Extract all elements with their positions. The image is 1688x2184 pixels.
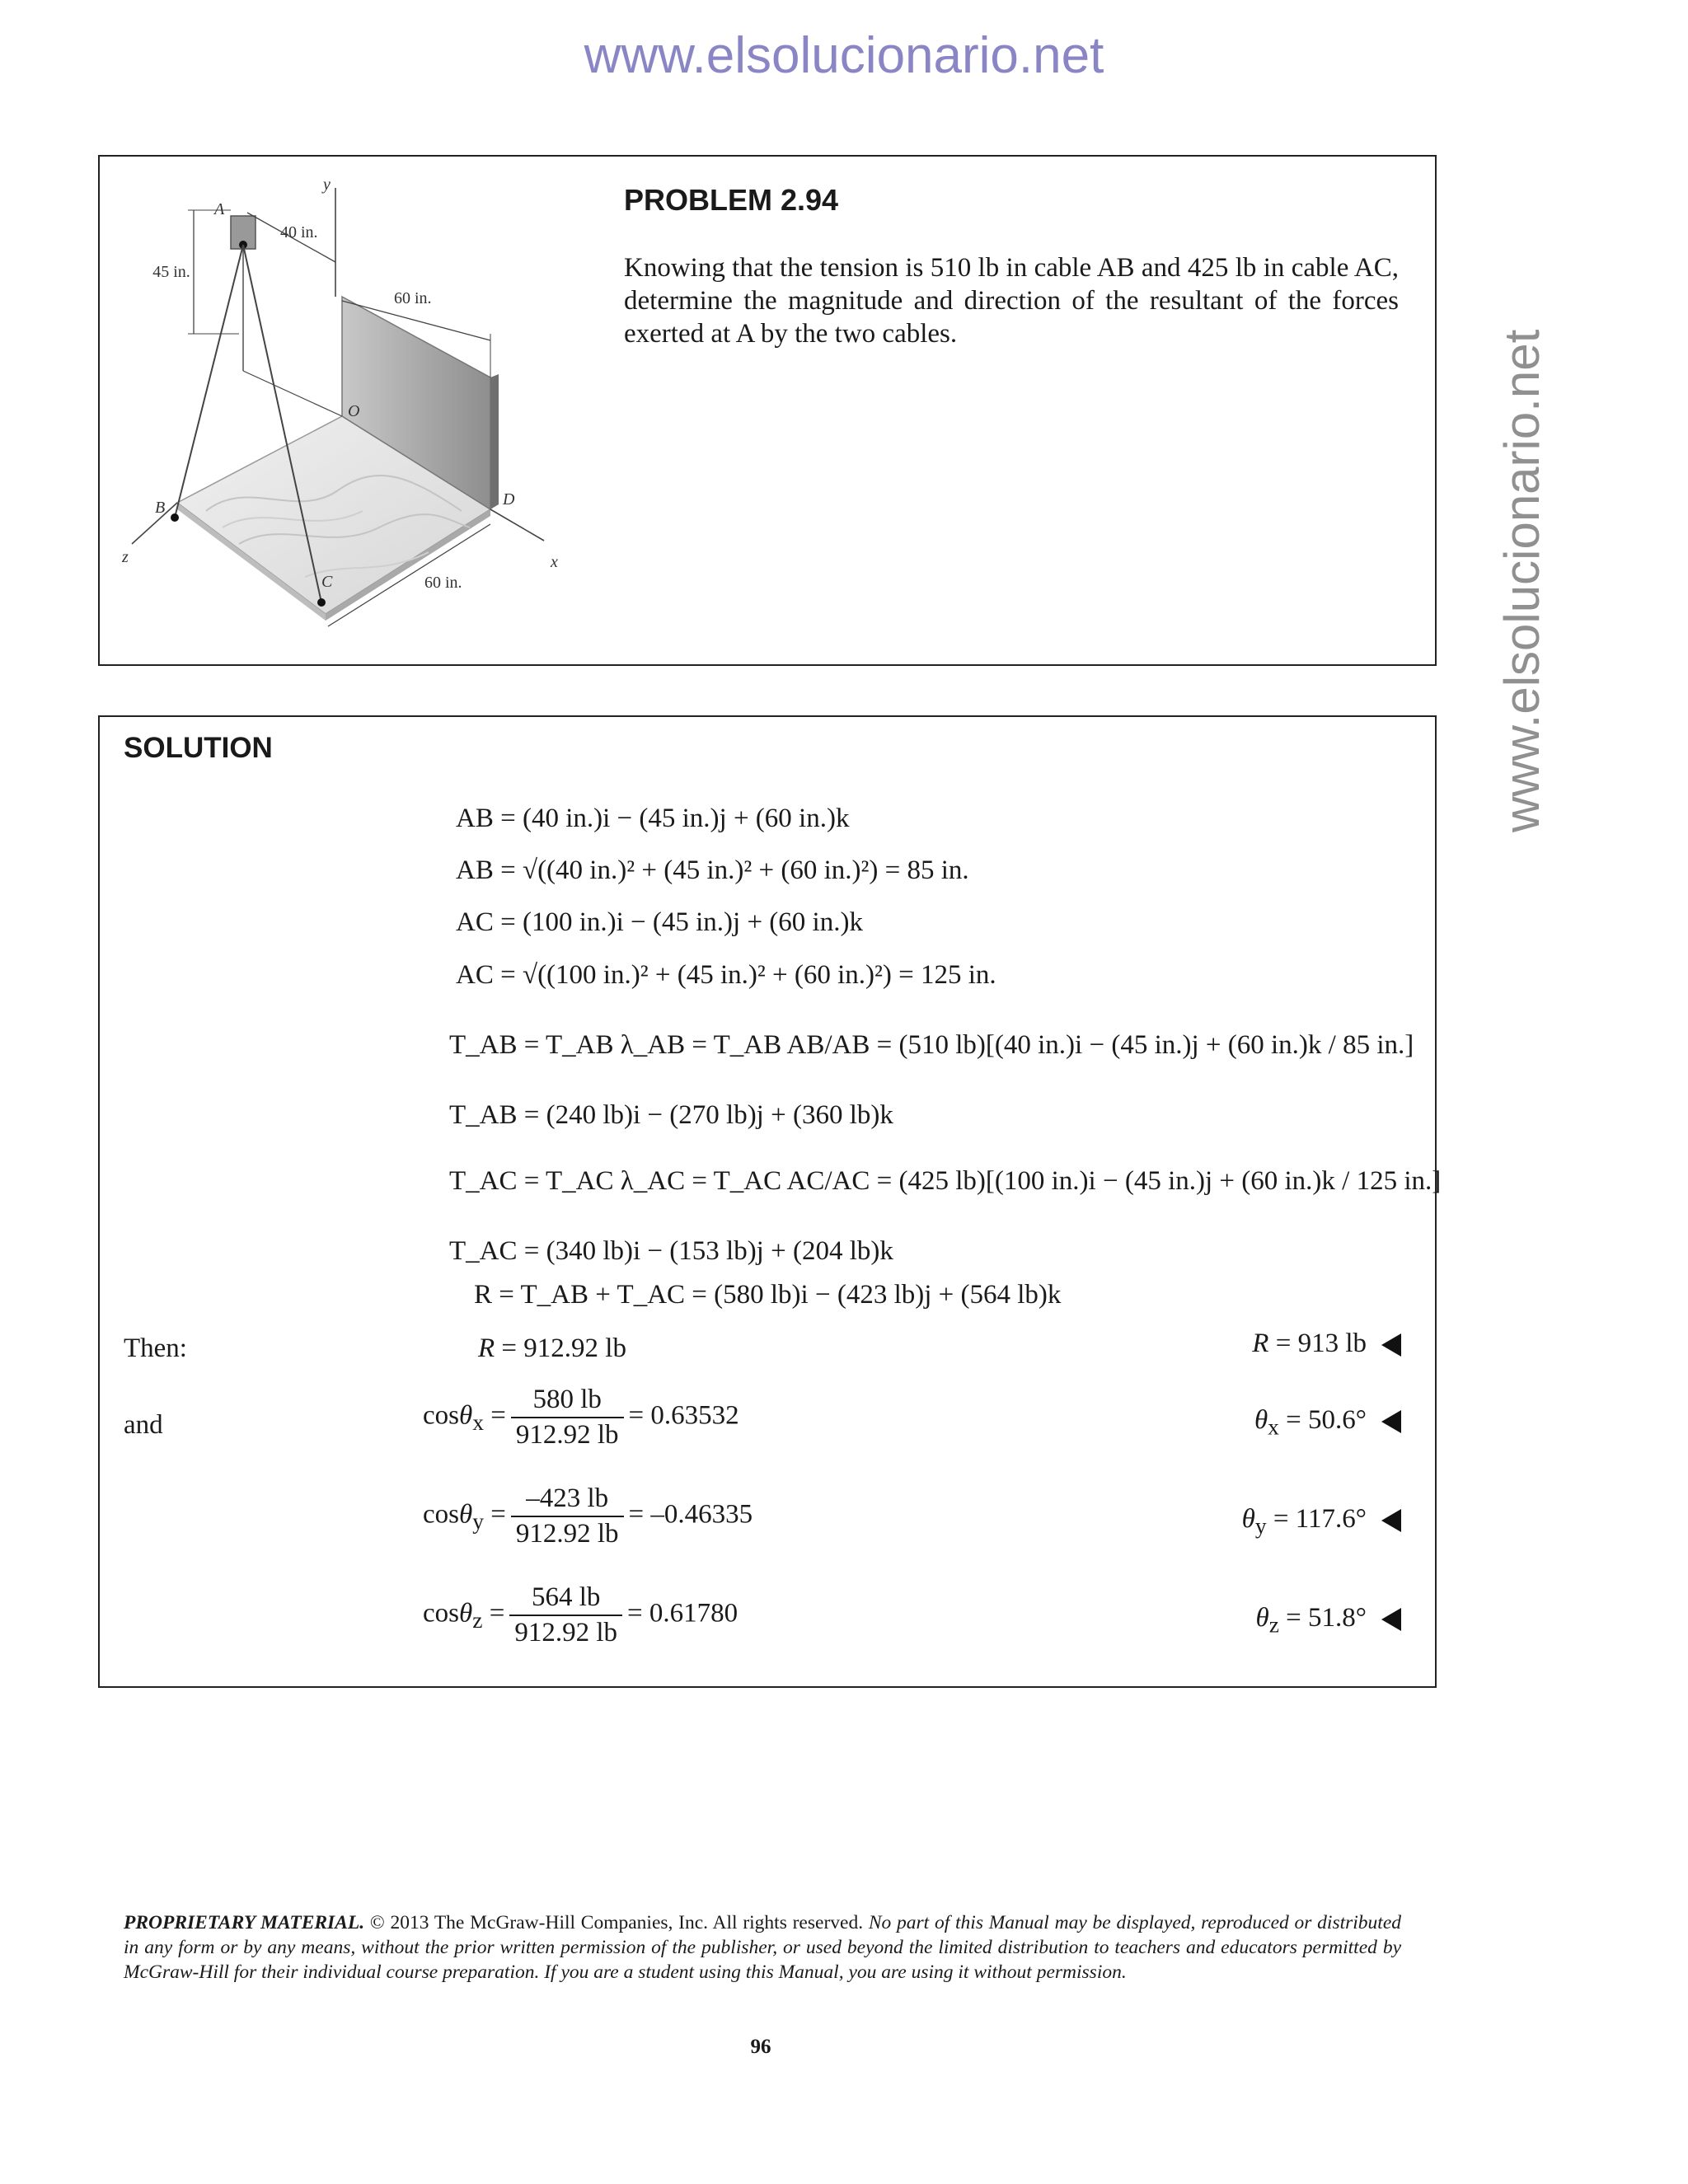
eq-ab-vector: AB = (40 in.)i − (45 in.)j + (60 in.)k	[456, 804, 850, 833]
eq-tab-components: T_AB = (240 lb)i − (270 lb)j + (360 lb)k	[449, 1100, 893, 1130]
r-value-text: 912.92 lb	[523, 1333, 626, 1363]
cos-z-eq: cosθ$_z$ = $\frac{564 lb}{912.92 lb}$ = 0.61780	[423, 1582, 738, 1647]
problem-title: PROBLEM 2.94	[624, 183, 839, 217]
label-a: A	[214, 200, 225, 218]
answer-marker-icon	[1381, 1410, 1401, 1433]
eq-tac-components: T_AC = (340 lb)i − (153 lb)j + (204 lb)k	[449, 1236, 893, 1266]
watermark-top: www.elsolucionario.net	[584, 27, 1104, 84]
answer-marker-icon	[1381, 1509, 1401, 1532]
eq-ac-vector: AC = (100 in.)i − (45 in.)j + (60 in.)k	[456, 907, 863, 937]
r-answer: R = 913 lb	[1154, 1329, 1401, 1359]
cos-z-den: 912.92 lb	[514, 1618, 617, 1647]
cos-x-eq: cosθ$_x$ = $\frac{580 lb}{912.92 lb}$ = 0.63532	[423, 1385, 739, 1450]
eq-ab-magnitude: AB = √((40 in.)² + (45 in.)² + (60 in.)²) = 85 in.	[456, 855, 969, 885]
cos-z-result: 0.61780	[649, 1598, 738, 1629]
problem-figure	[115, 165, 593, 643]
problem-text: Knowing that the tension is 510 lb in cable AB and 425 lb in cable AC, determine the magnitude and direction of the resultant of the forces exerted at A by the two cables.	[624, 253, 1399, 349]
page-number: 96	[750, 2036, 771, 2058]
dim-40: 40 in.	[280, 223, 318, 241]
theta-z-text: 51.8°	[1308, 1603, 1367, 1633]
cos-z-num: 564 lb	[509, 1582, 622, 1616]
cos-x-result: 0.63532	[650, 1400, 739, 1431]
label-o: O	[348, 402, 360, 420]
cos-x-den: 912.92 lb	[515, 1420, 619, 1450]
label-d: D	[503, 490, 515, 509]
dim-60-bottom: 60 in.	[424, 574, 462, 592]
r-value: R = 912.92 lb	[478, 1333, 626, 1363]
watermark-side: www.elsolucionario.net	[1494, 329, 1550, 832]
r-answer-text: 913 lb	[1297, 1329, 1367, 1358]
theta-y-answer: $\theta_y = 117.6^\circ$	[1154, 1504, 1401, 1540]
eq-tab-unit: T_AB = T_AB λ_AB = T_AB AB/AB = (510 lb)[(40 in.)i − (45 in.)j + (60 in.)k / 85 in.]	[449, 1030, 1414, 1060]
footer-bold: PROPRIETARY MATERIAL.	[124, 1912, 365, 1933]
dim-60-top: 60 in.	[394, 289, 432, 307]
label-y: y	[323, 176, 331, 194]
eq-resultant: R = T_AB + T_AC = (580 lb)i − (423 lb)j + (564 lb)k	[474, 1280, 1062, 1310]
answer-marker-icon	[1381, 1608, 1401, 1631]
solution-heading: SOLUTION	[124, 732, 273, 764]
then-label: Then:	[124, 1333, 187, 1363]
cos-y-den: 912.92 lb	[515, 1519, 619, 1549]
eq-tac-unit: T_AC = T_AC λ_AC = T_AC AC/AC = (425 lb)[(100 in.)i − (45 in.)j + (60 in.)k / 125 in.]	[449, 1166, 1442, 1196]
cos-y-num: –423 lb	[511, 1483, 624, 1517]
answer-marker-icon	[1381, 1333, 1401, 1357]
footer-italic: No part of this Manual may be displayed, reproduced or distributed in any form or by any means, without the prior written permission of the publisher, or used beyond the limited distribution to teachers and educators permitted by McGraw-Hill for their individual course preparation. If you are a student using this Manual, you are using it without permission.	[124, 1912, 1402, 1983]
dim-45: 45 in.	[152, 263, 190, 281]
and-label: and	[124, 1410, 163, 1440]
eq-ac-magnitude: AC = √((100 in.)² + (45 in.)² + (60 in.)²) = 125 in.	[456, 960, 996, 990]
label-x: x	[551, 553, 558, 571]
theta-y-text: 117.6°	[1295, 1504, 1367, 1534]
footer-normal: © 2013 The McGraw-Hill Companies, Inc. All rights reserved.	[369, 1912, 864, 1933]
label-b: B	[155, 499, 166, 517]
cos-x-num: 580 lb	[511, 1385, 624, 1418]
cos-y-result: –0.46335	[650, 1499, 753, 1530]
label-c: C	[321, 573, 333, 591]
cos-y-eq: cosθ$_y$ = $\frac{-423 lb}{912.92 lb}$ = –0.46335	[423, 1483, 753, 1549]
theta-x-text: 50.6°	[1308, 1405, 1367, 1435]
label-z: z	[122, 548, 129, 566]
theta-x-answer: $\theta_x = 50.6^\circ$	[1154, 1405, 1401, 1441]
theta-z-answer: $\theta_z = 51.8^\circ$	[1154, 1603, 1401, 1638]
footer-notice	[124, 1910, 1401, 1985]
